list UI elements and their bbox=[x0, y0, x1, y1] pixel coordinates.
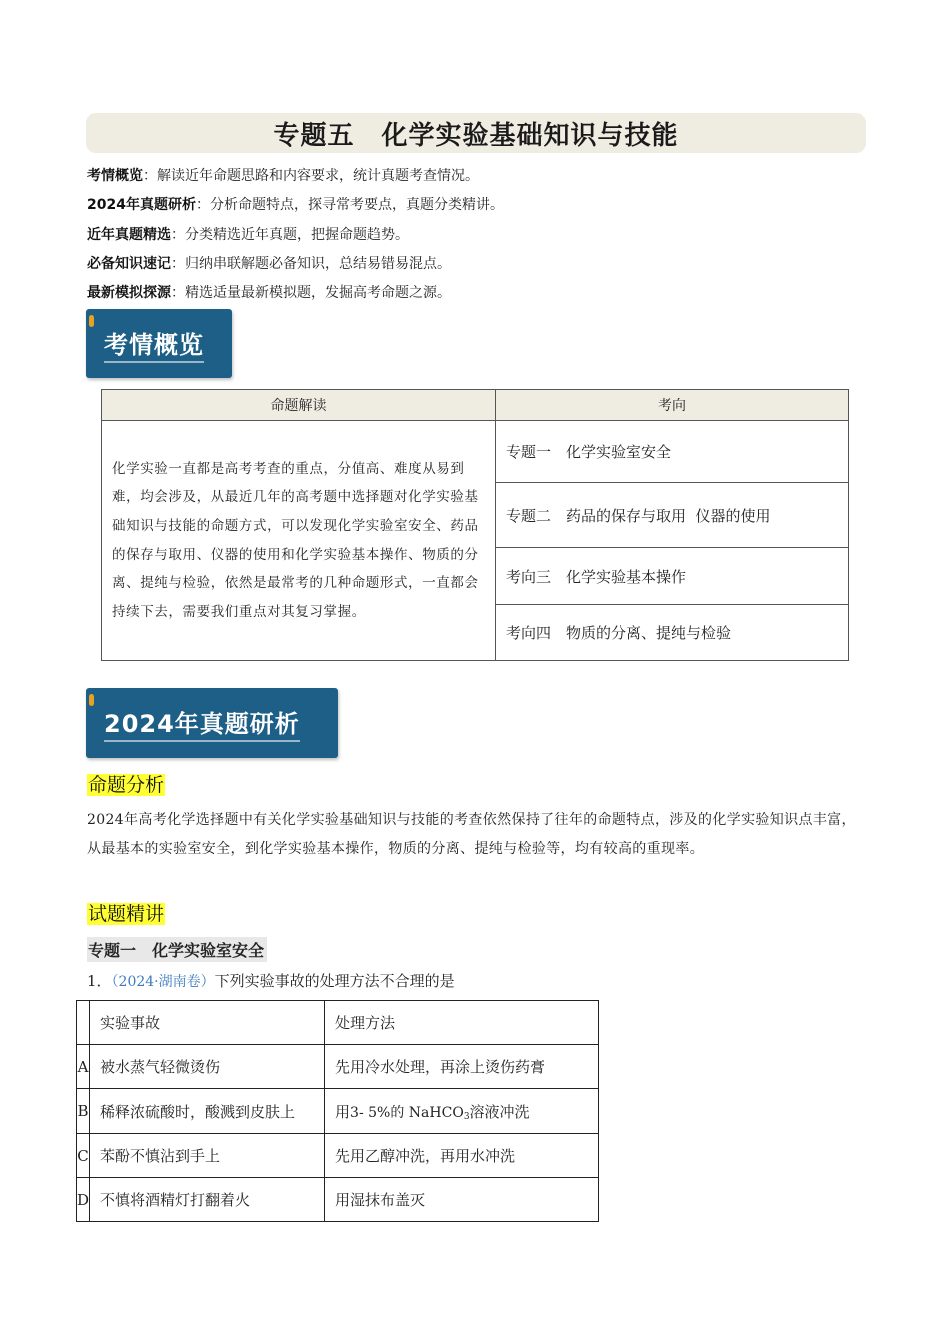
intro-text: ：分析命题特点，探寻常考要点，真题分类精讲。 bbox=[195, 197, 504, 213]
table-row bbox=[77, 1045, 599, 1089]
option-method: 先用冷水处理，再涂上烫伤药膏 bbox=[325, 1045, 599, 1089]
option-key: C bbox=[77, 1134, 90, 1178]
intro-label: 必备知识速记 bbox=[87, 256, 171, 272]
intro-text: ：分类精选近年真题，把握命题趋势。 bbox=[171, 227, 409, 243]
intro-line bbox=[87, 196, 504, 214]
question-table bbox=[76, 1000, 599, 1222]
table-row bbox=[77, 1134, 599, 1178]
banner-tab-icon bbox=[89, 315, 94, 327]
analysis-heading-wrap bbox=[87, 770, 165, 797]
option-accident: 苯酚不慎沾到手上 bbox=[90, 1134, 325, 1178]
intro-text: ：精选适量最新模拟题，发掘高考命题之源。 bbox=[171, 285, 451, 301]
question-stem: 下列实验事故的处理方法不合理的是 bbox=[214, 972, 455, 990]
intro-label: 最新模拟探源 bbox=[87, 285, 171, 301]
overview-direction-item: 考向三 化学实验基本操作 bbox=[496, 548, 849, 605]
method-percent: 3- 5% bbox=[350, 1104, 391, 1121]
question-table-header-method: 处理方法 bbox=[325, 1001, 599, 1045]
intro-text: ：解读近年命题思路和内容要求，统计真题考查情况。 bbox=[143, 168, 479, 184]
option-key: A bbox=[77, 1045, 90, 1089]
intro-line bbox=[87, 255, 451, 273]
page-title: 专题五 化学实验基础知识与技能 bbox=[273, 120, 679, 151]
option-key: B bbox=[77, 1089, 90, 1134]
intro-line bbox=[87, 167, 479, 185]
intro-label: 2024年真题研析 bbox=[87, 197, 196, 213]
option-accident: 稀释浓硫酸时，酸溅到皮肤上 bbox=[90, 1089, 325, 1134]
banner-tab-icon bbox=[89, 694, 94, 706]
page-title-bar bbox=[86, 113, 866, 153]
option-accident: 不慎将酒精灯打翻着火 bbox=[90, 1178, 325, 1222]
table-row bbox=[77, 1178, 599, 1222]
analysis-paragraph: 2024年高考化学选择题中有关化学实验基础知识与技能的考查依然保持了往年的命题特点，涉及的化学实验知识点丰富，从最基本的实验室安全，到化学实验基本操作，物质的分离、提纯与检验等，均有较高的重现率。 bbox=[87, 812, 856, 857]
option-method: 先用乙醇冲洗，再用水冲洗 bbox=[325, 1134, 599, 1178]
analysis-heading: 命题分析 bbox=[88, 774, 165, 796]
intro-label: 考情概览 bbox=[87, 168, 143, 184]
banner-label: 考情概览 bbox=[104, 325, 204, 363]
question-source: （2024·湖南卷） bbox=[111, 974, 215, 990]
option-accident: 被水蒸气轻微烫伤 bbox=[90, 1045, 325, 1089]
topic-heading: 专题一 化学实验室安全 bbox=[87, 937, 267, 962]
method-formula: 的 NaHCO bbox=[390, 1104, 464, 1121]
intro-label: 近年真题精选 bbox=[87, 227, 171, 243]
method-text: 溶液冲洗 bbox=[469, 1102, 530, 1121]
intro-text: ：归纳串联解题必备知识，总结易错易混点。 bbox=[171, 256, 451, 272]
overview-table bbox=[101, 389, 849, 661]
question-table-header-accident: 实验事故 bbox=[90, 1001, 325, 1045]
method-text: 用 bbox=[335, 1102, 351, 1121]
intro-line bbox=[87, 226, 409, 244]
overview-direction-item: 专题一 化学实验室安全 bbox=[496, 421, 849, 483]
banner-label: 2024年真题研析 bbox=[104, 704, 300, 742]
option-key: D bbox=[77, 1178, 90, 1222]
option-method bbox=[325, 1089, 599, 1134]
overview-direction-item: 专题二 药品的保存与取用 仪器的使用 bbox=[496, 483, 849, 548]
section-banner-overview bbox=[86, 309, 232, 378]
explain-heading-wrap bbox=[87, 899, 165, 926]
question-number: 1． bbox=[87, 972, 112, 990]
method-formula-subscript: 3 bbox=[463, 1111, 470, 1122]
overview-direction-item: 考向四 物质的分离、提纯与检验 bbox=[496, 605, 849, 661]
intro-line bbox=[87, 284, 451, 302]
section-banner-2024-analysis bbox=[86, 688, 338, 758]
overview-description: 化学实验一直都是高考考查的重点，分值高、难度从易到难，均会涉及，从最近几年的高考题中选择题对化学实验基础知识与技能的命题方式，可以发现化学实验室安全、药品的保存与取用、仪器的使用和化学实验基本操作、物质的分离、提纯与检验，依然是最常考的几种命题形式，一直都会持续下去，需要我们重点对其复习掌握。 bbox=[102, 421, 496, 661]
question-table-header-key bbox=[77, 1001, 90, 1045]
table-row bbox=[77, 1089, 599, 1134]
option-method: 用湿抹布盖灭 bbox=[325, 1178, 599, 1222]
question-stem-line bbox=[87, 970, 455, 991]
overview-header-interpretation: 命题解读 bbox=[102, 390, 496, 421]
overview-header-direction: 考向 bbox=[496, 390, 849, 421]
explain-heading: 试题精讲 bbox=[88, 903, 165, 925]
